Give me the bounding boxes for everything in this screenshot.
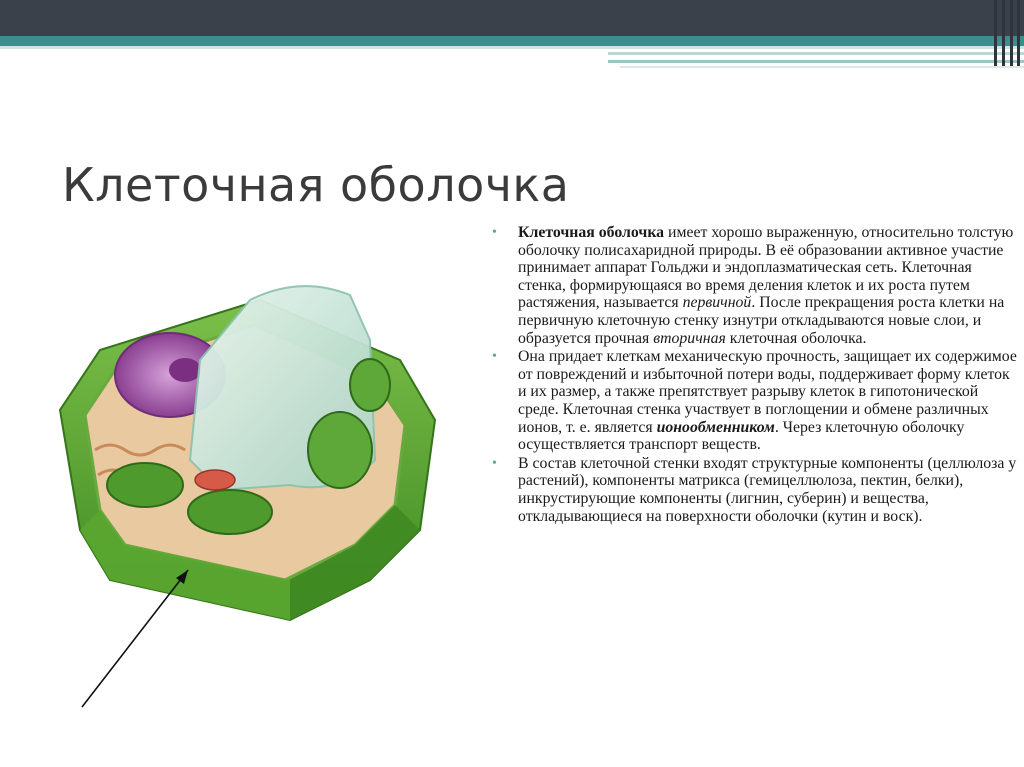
bullet-item <box>492 224 1020 347</box>
header-stripe <box>608 52 1024 55</box>
bullet-text: имеет хорошо выраженную, относительно толстую оболочку полисахаридной природы. В её образовании активное участие принимает аппарат Гольджи и эндоплазматическая сеть. Клеточная стенка, формирующаяся во время деления клеток и их роста путем растяжения, называется <box>518 224 1014 312</box>
bullet-dot-icon: • <box>492 225 497 240</box>
header-edge-line <box>1010 0 1013 66</box>
bullet-item <box>492 348 1020 454</box>
bullet-text: . Через клеточную оболочку осуществляется транспорт веществ. <box>518 418 965 454</box>
header-edge-line <box>1002 0 1005 66</box>
bold-term: Клеточная оболочка <box>518 224 665 241</box>
bullet-dot-icon: • <box>492 455 497 471</box>
bullet-item <box>492 455 1020 525</box>
header-dark-bar <box>0 0 1024 36</box>
bullet-text: В состав клеточной стенки входят структурные компоненты (целлюлоза у растений), компоненты матрикса (гемицеллюлоза, пектин, белки), инкрустирующие компоненты (лигнин, суберин) и вещества, откладывающиеся на поверхности оболочки (кутин и воск). <box>518 454 1017 525</box>
bullet-dot-icon: • <box>492 349 497 365</box>
italic-term: вторичная <box>653 329 726 347</box>
bold-italic-term: ионообменником <box>656 418 775 436</box>
bullet-list <box>492 224 1020 526</box>
bullet-text: клеточная оболочка. <box>725 329 867 347</box>
bullet-text: Она придает клеткам механическую прочность, защищает их содержимое от повреждений и избыточной потери воды, поддерживает форму клеток и их размер, а также препятствует разрыву клеток в гипотонической среде. Клеточная стенка участвует в поглощении и обмене различных ионов, т. е. является <box>518 348 1017 436</box>
italic-term: первичной <box>682 294 752 312</box>
plant-cell-illustration <box>40 280 460 630</box>
bullet-text: . После прекращения роста клетки на первичную клеточную стенку изнутри откладываются новые слои, и образуется прочная <box>518 294 1005 347</box>
header-stripe <box>0 46 1024 49</box>
header-stripe <box>608 60 1024 63</box>
header-teal-bar <box>0 36 1024 46</box>
slide-title: Клеточная оболочка <box>62 158 570 212</box>
header-edge-line <box>1017 0 1020 66</box>
header-stripe <box>620 66 1024 68</box>
header-edge-line <box>994 0 997 66</box>
